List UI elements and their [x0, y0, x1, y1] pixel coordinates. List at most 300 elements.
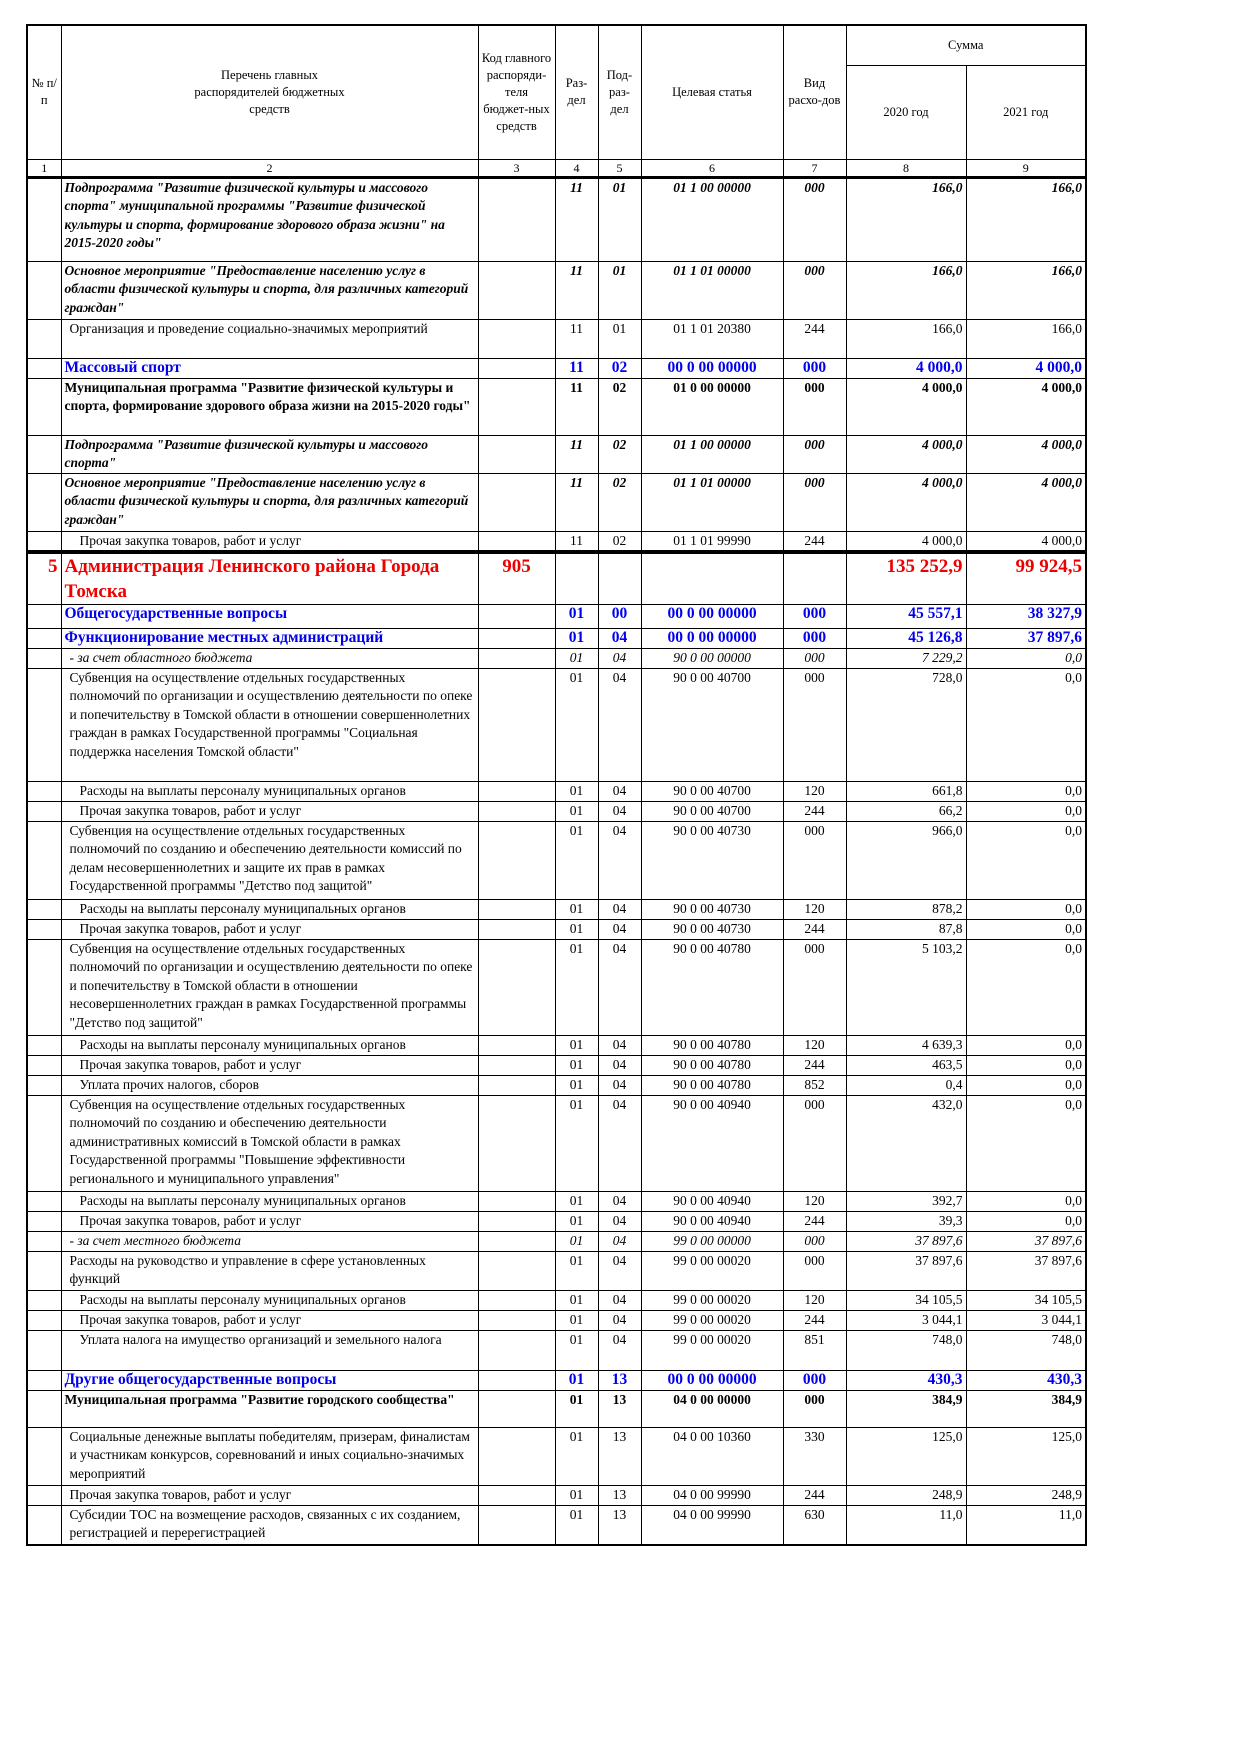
- cell-razdel: 01: [555, 1075, 598, 1095]
- cell-vid: 330: [783, 1427, 846, 1485]
- cell-name: Расходы на выплаты персоналу муниципальных органов: [61, 1191, 478, 1211]
- cell-podrazdel: 01: [598, 319, 641, 358]
- cell-y2021: 0,0: [966, 1211, 1086, 1231]
- cell-target: 90 0 00 40700: [641, 668, 783, 781]
- cell-razdel: 01: [555, 1251, 598, 1290]
- cell-y2020: 748,0: [846, 1330, 966, 1370]
- cell-razdel: 01: [555, 1390, 598, 1427]
- cell-num: [27, 781, 61, 801]
- cell-name: Прочая закупка товаров, работ и услуг: [61, 801, 478, 821]
- table-row: [27, 821, 1086, 899]
- cell-target: 04 0 00 99990: [641, 1505, 783, 1545]
- cell-vid: 000: [783, 1231, 846, 1251]
- cell-name: Организация и проведение социально-значимых мероприятий: [61, 319, 478, 358]
- cell-vid: 000: [783, 473, 846, 531]
- cell-name: Прочая закупка товаров, работ и услуг: [61, 1211, 478, 1231]
- cell-y2020: 661,8: [846, 781, 966, 801]
- cell-target: 99 0 00 00000: [641, 1231, 783, 1251]
- cell-y2021: 99 924,5: [966, 552, 1086, 605]
- cell-num: [27, 648, 61, 668]
- cell-razdel: 11: [555, 319, 598, 358]
- cell-y2020: 430,3: [846, 1370, 966, 1390]
- col-number: 9: [966, 159, 1086, 177]
- cell-y2020: 166,0: [846, 177, 966, 261]
- cell-vid: 000: [783, 358, 846, 378]
- cell-code: [478, 1370, 555, 1390]
- table-row: [27, 435, 1086, 473]
- table-row: [27, 1191, 1086, 1211]
- cell-razdel: 01: [555, 629, 598, 649]
- cell-y2020: 166,0: [846, 261, 966, 319]
- cell-num: [27, 1427, 61, 1485]
- table-row: [27, 605, 1086, 629]
- cell-razdel: 01: [555, 1310, 598, 1330]
- cell-num: [27, 939, 61, 1035]
- cell-code: [478, 261, 555, 319]
- cell-y2020: 125,0: [846, 1427, 966, 1485]
- cell-target: 00 0 00 00000: [641, 629, 783, 649]
- col-number: 3: [478, 159, 555, 177]
- cell-code: 905: [478, 552, 555, 605]
- cell-razdel: 11: [555, 378, 598, 435]
- cell-code: [478, 781, 555, 801]
- cell-vid: 244: [783, 319, 846, 358]
- header-num: № п/п: [27, 25, 61, 159]
- cell-name: Администрация Ленинского района Города Томска: [61, 552, 478, 605]
- cell-razdel: 01: [555, 939, 598, 1035]
- cell-name: Субвенция на осуществление отдельных государственных полномочий по организации и осуществлению деятельности по опеке и попечительству в Томской области в отношении совершеннолетних граждан в рамках Государственной программы "Социальная поддержка населения Томской области": [61, 668, 478, 781]
- cell-code: [478, 177, 555, 261]
- cell-code: [478, 435, 555, 473]
- cell-name: Расходы на выплаты персоналу муниципальных органов: [61, 1290, 478, 1310]
- cell-y2021: 0,0: [966, 668, 1086, 781]
- cell-y2021: 0,0: [966, 899, 1086, 919]
- cell-num: [27, 1211, 61, 1231]
- table-row: [27, 648, 1086, 668]
- cell-podrazdel: 04: [598, 1055, 641, 1075]
- table-row: [27, 1251, 1086, 1290]
- cell-podrazdel: 04: [598, 939, 641, 1035]
- table-row: [27, 261, 1086, 319]
- cell-y2021: 748,0: [966, 1330, 1086, 1370]
- cell-y2021: 384,9: [966, 1390, 1086, 1427]
- cell-y2021: 3 044,1: [966, 1310, 1086, 1330]
- cell-y2021: 4 000,0: [966, 435, 1086, 473]
- cell-vid: 000: [783, 435, 846, 473]
- cell-y2020: 4 639,3: [846, 1035, 966, 1055]
- table-row: [27, 1330, 1086, 1370]
- cell-vid: 000: [783, 629, 846, 649]
- cell-y2020: 4 000,0: [846, 473, 966, 531]
- cell-code: [478, 1191, 555, 1211]
- cell-razdel: 01: [555, 919, 598, 939]
- table-row: [27, 552, 1086, 605]
- cell-num: [27, 1075, 61, 1095]
- cell-target: 99 0 00 00020: [641, 1290, 783, 1310]
- cell-code: [478, 1095, 555, 1191]
- table-row: [27, 378, 1086, 435]
- cell-podrazdel: 02: [598, 473, 641, 531]
- cell-podrazdel: 04: [598, 781, 641, 801]
- col-number: 6: [641, 159, 783, 177]
- cell-y2020: 4 000,0: [846, 435, 966, 473]
- cell-name: Уплата прочих налогов, сборов: [61, 1075, 478, 1095]
- budget-table: [26, 24, 1087, 1546]
- cell-vid: 244: [783, 1055, 846, 1075]
- cell-num: [27, 919, 61, 939]
- cell-num: [27, 1290, 61, 1310]
- col-number: 2: [61, 159, 478, 177]
- cell-vid: 000: [783, 177, 846, 261]
- cell-razdel: 01: [555, 1035, 598, 1055]
- cell-vid: 120: [783, 899, 846, 919]
- header-target: Целевая статья: [641, 25, 783, 159]
- cell-y2020: 34 105,5: [846, 1290, 966, 1310]
- cell-target: 90 0 00 40730: [641, 899, 783, 919]
- cell-vid: 120: [783, 781, 846, 801]
- cell-code: [478, 939, 555, 1035]
- cell-name: Субсидии ТОС на возмещение расходов, связанных с их созданием, регистрацией и перерегистрацией: [61, 1505, 478, 1545]
- cell-razdel: 01: [555, 1330, 598, 1370]
- cell-podrazdel: 04: [598, 919, 641, 939]
- cell-vid: 120: [783, 1290, 846, 1310]
- cell-vid: 000: [783, 1095, 846, 1191]
- cell-y2020: 463,5: [846, 1055, 966, 1075]
- cell-razdel: 01: [555, 1211, 598, 1231]
- cell-y2020: 4 000,0: [846, 378, 966, 435]
- cell-razdel: 01: [555, 1485, 598, 1505]
- cell-num: [27, 319, 61, 358]
- cell-num: [27, 1251, 61, 1290]
- cell-code: [478, 1251, 555, 1290]
- cell-podrazdel: 04: [598, 821, 641, 899]
- cell-num: [27, 1055, 61, 1075]
- cell-code: [478, 1427, 555, 1485]
- cell-podrazdel: 04: [598, 1290, 641, 1310]
- header-podrazdel: Под-раз-дел: [598, 25, 641, 159]
- cell-code: [478, 1211, 555, 1231]
- cell-name: Муниципальная программа "Развитие физической культуры и спорта, формирование здорового образа жизни на 2015-2020 годы": [61, 378, 478, 435]
- cell-podrazdel: 04: [598, 1211, 641, 1231]
- table-row: [27, 1505, 1086, 1545]
- cell-name: Субвенция на осуществление отдельных государственных полномочий по созданию и обеспечению деятельности комиссий по делам несовершеннолетних и защите их прав в рамках Государственной программы "Детство под защитой": [61, 821, 478, 899]
- cell-target: 90 0 00 40940: [641, 1191, 783, 1211]
- cell-podrazdel: 01: [598, 261, 641, 319]
- col-number: 7: [783, 159, 846, 177]
- table-row: [27, 1035, 1086, 1055]
- cell-y2020: 5 103,2: [846, 939, 966, 1035]
- cell-y2021: 37 897,6: [966, 1251, 1086, 1290]
- cell-num: [27, 1191, 61, 1211]
- cell-vid: [783, 552, 846, 605]
- cell-code: [478, 319, 555, 358]
- cell-razdel: 01: [555, 821, 598, 899]
- cell-y2020: 384,9: [846, 1390, 966, 1427]
- cell-podrazdel: 02: [598, 435, 641, 473]
- cell-num: [27, 1390, 61, 1427]
- cell-code: [478, 1075, 555, 1095]
- cell-podrazdel: 04: [598, 1310, 641, 1330]
- cell-razdel: 11: [555, 261, 598, 319]
- table-row: [27, 1055, 1086, 1075]
- cell-code: [478, 1505, 555, 1545]
- cell-num: [27, 899, 61, 919]
- cell-code: [478, 1055, 555, 1075]
- table-row: [27, 1095, 1086, 1191]
- cell-podrazdel: 13: [598, 1370, 641, 1390]
- cell-y2020: 66,2: [846, 801, 966, 821]
- cell-num: [27, 1370, 61, 1390]
- cell-podrazdel: 04: [598, 629, 641, 649]
- header-razdel: Раз-дел: [555, 25, 598, 159]
- cell-name: Другие общегосударственные вопросы: [61, 1370, 478, 1390]
- table-row: [27, 177, 1086, 261]
- cell-y2021: 0,0: [966, 781, 1086, 801]
- cell-y2021: 37 897,6: [966, 1231, 1086, 1251]
- cell-vid: 000: [783, 939, 846, 1035]
- table-row: [27, 629, 1086, 649]
- cell-y2021: 0,0: [966, 939, 1086, 1035]
- cell-target: 90 0 00 40780: [641, 1035, 783, 1055]
- cell-y2020: 0,4: [846, 1075, 966, 1095]
- cell-razdel: 01: [555, 1427, 598, 1485]
- header-2020: 2020 год: [846, 65, 966, 159]
- cell-vid: 120: [783, 1191, 846, 1211]
- table-row: [27, 358, 1086, 378]
- cell-y2021: 0,0: [966, 801, 1086, 821]
- cell-target: 90 0 00 40780: [641, 1055, 783, 1075]
- cell-y2020: 248,9: [846, 1485, 966, 1505]
- cell-razdel: 01: [555, 668, 598, 781]
- cell-name: Социальные денежные выплаты победителям, призерам, финалистам и участникам конкурсов, соревнований и иных социально-значимых мероприятий: [61, 1427, 478, 1485]
- cell-y2021: 38 327,9: [966, 605, 1086, 629]
- cell-y2021: 34 105,5: [966, 1290, 1086, 1310]
- cell-razdel: 01: [555, 1370, 598, 1390]
- cell-name: Основное мероприятие "Предоставление населению услуг в области физической культуры и спорта, для различных категорий граждан": [61, 473, 478, 531]
- header-name: Перечень главных распорядителей бюджетных средств: [61, 25, 478, 159]
- cell-code: [478, 473, 555, 531]
- cell-razdel: 11: [555, 358, 598, 378]
- cell-y2020: 4 000,0: [846, 531, 966, 552]
- cell-podrazdel: 02: [598, 378, 641, 435]
- cell-target: 90 0 00 40780: [641, 939, 783, 1035]
- cell-name: Расходы на выплаты персоналу муниципальных органов: [61, 1035, 478, 1055]
- cell-target: 00 0 00 00000: [641, 358, 783, 378]
- cell-vid: 244: [783, 1485, 846, 1505]
- cell-vid: 244: [783, 1211, 846, 1231]
- cell-target: 90 0 00 40730: [641, 919, 783, 939]
- cell-podrazdel: 04: [598, 1075, 641, 1095]
- cell-code: [478, 605, 555, 629]
- cell-podrazdel: 04: [598, 668, 641, 781]
- cell-y2020: 3 044,1: [846, 1310, 966, 1330]
- cell-y2020: 966,0: [846, 821, 966, 899]
- cell-vid: 000: [783, 261, 846, 319]
- cell-vid: 244: [783, 919, 846, 939]
- cell-y2021: 0,0: [966, 919, 1086, 939]
- table-row: [27, 1427, 1086, 1485]
- cell-code: [478, 1290, 555, 1310]
- cell-y2021: 0,0: [966, 1191, 1086, 1211]
- cell-code: [478, 358, 555, 378]
- cell-num: [27, 531, 61, 552]
- cell-code: [478, 648, 555, 668]
- cell-num: [27, 378, 61, 435]
- cell-razdel: 01: [555, 899, 598, 919]
- cell-vid: 244: [783, 801, 846, 821]
- cell-y2021: 0,0: [966, 1055, 1086, 1075]
- cell-num: [27, 1485, 61, 1505]
- cell-name: - за счет областного бюджета: [61, 648, 478, 668]
- cell-vid: 000: [783, 1251, 846, 1290]
- cell-podrazdel: 04: [598, 648, 641, 668]
- cell-code: [478, 531, 555, 552]
- cell-name: Подпрограмма "Развитие физической культуры и массового спорта": [61, 435, 478, 473]
- cell-num: [27, 1330, 61, 1370]
- cell-target: 01 1 01 00000: [641, 473, 783, 531]
- cell-vid: 852: [783, 1075, 846, 1095]
- header-vid: Вид расхо-дов: [783, 25, 846, 159]
- cell-code: [478, 1330, 555, 1370]
- cell-podrazdel: 13: [598, 1485, 641, 1505]
- cell-y2021: 125,0: [966, 1427, 1086, 1485]
- cell-code: [478, 1231, 555, 1251]
- cell-razdel: 01: [555, 1505, 598, 1545]
- cell-name: Субвенция на осуществление отдельных государственных полномочий по организации и осуществлению деятельности по опеке и попечительству в Томской области в отношении несовершеннолетних граждан в рамках Государственной программы "Детство под защитой": [61, 939, 478, 1035]
- cell-y2020: 39,3: [846, 1211, 966, 1231]
- cell-num: [27, 1035, 61, 1055]
- cell-target: 90 0 00 40940: [641, 1211, 783, 1231]
- cell-podrazdel: 04: [598, 899, 641, 919]
- cell-vid: 000: [783, 668, 846, 781]
- cell-code: [478, 1310, 555, 1330]
- cell-vid: 000: [783, 1390, 846, 1427]
- cell-podrazdel: 04: [598, 1251, 641, 1290]
- cell-vid: 000: [783, 605, 846, 629]
- cell-razdel: 01: [555, 648, 598, 668]
- cell-name: Субвенция на осуществление отдельных государственных полномочий по созданию и обеспечению деятельности административных комиссий в Томской области в рамках Государственной программы "Повышение эффективности регионального и муниципального управления": [61, 1095, 478, 1191]
- cell-vid: 244: [783, 531, 846, 552]
- cell-y2020: 135 252,9: [846, 552, 966, 605]
- cell-y2020: 37 897,6: [846, 1251, 966, 1290]
- table-row: [27, 1390, 1086, 1427]
- cell-y2021: 0,0: [966, 821, 1086, 899]
- cell-razdel: 11: [555, 531, 598, 552]
- cell-y2021: 166,0: [966, 261, 1086, 319]
- cell-name: Прочая закупка товаров, работ и услуг: [61, 1055, 478, 1075]
- cell-num: [27, 473, 61, 531]
- cell-target: [641, 552, 783, 605]
- cell-y2021: 0,0: [966, 648, 1086, 668]
- cell-y2020: 11,0: [846, 1505, 966, 1545]
- cell-num: [27, 801, 61, 821]
- cell-name: Функционирование местных администраций: [61, 629, 478, 649]
- cell-y2021: 166,0: [966, 177, 1086, 261]
- cell-num: [27, 629, 61, 649]
- cell-y2021: 4 000,0: [966, 358, 1086, 378]
- cell-podrazdel: 01: [598, 177, 641, 261]
- cell-razdel: 11: [555, 473, 598, 531]
- cell-target: 04 0 00 10360: [641, 1427, 783, 1485]
- cell-target: 01 0 00 00000: [641, 378, 783, 435]
- cell-name: Уплата налога на имущество организаций и земельного налога: [61, 1330, 478, 1370]
- cell-razdel: 01: [555, 1191, 598, 1211]
- cell-code: [478, 629, 555, 649]
- cell-razdel: 01: [555, 1095, 598, 1191]
- cell-num: [27, 435, 61, 473]
- cell-y2020: 4 000,0: [846, 358, 966, 378]
- cell-target: 99 0 00 00020: [641, 1310, 783, 1330]
- cell-y2021: 430,3: [966, 1370, 1086, 1390]
- cell-y2020: 45 126,8: [846, 629, 966, 649]
- cell-num: [27, 1231, 61, 1251]
- cell-target: 01 1 00 00000: [641, 177, 783, 261]
- cell-target: 90 0 00 40940: [641, 1095, 783, 1191]
- table-row: [27, 1310, 1086, 1330]
- table-row: [27, 319, 1086, 358]
- cell-name: Основное мероприятие "Предоставление населению услуг в области физической культуры и спорта, для различных категорий граждан": [61, 261, 478, 319]
- cell-y2020: 432,0: [846, 1095, 966, 1191]
- cell-name: Расходы на выплаты персоналу муниципальных органов: [61, 781, 478, 801]
- cell-podrazdel: 04: [598, 1191, 641, 1211]
- cell-razdel: 01: [555, 781, 598, 801]
- cell-y2021: 166,0: [966, 319, 1086, 358]
- cell-podrazdel: 02: [598, 531, 641, 552]
- cell-name: Прочая закупка товаров, работ и услуг: [61, 531, 478, 552]
- cell-y2020: 37 897,6: [846, 1231, 966, 1251]
- cell-y2021: 37 897,6: [966, 629, 1086, 649]
- cell-code: [478, 1035, 555, 1055]
- cell-num: [27, 177, 61, 261]
- cell-name: Прочая закупка товаров, работ и услуг: [61, 919, 478, 939]
- cell-vid: 000: [783, 648, 846, 668]
- header-code: Код главного распоряди-теля бюджет-ных средств: [478, 25, 555, 159]
- cell-podrazdel: 13: [598, 1390, 641, 1427]
- cell-razdel: 01: [555, 1231, 598, 1251]
- cell-num: [27, 1095, 61, 1191]
- cell-code: [478, 821, 555, 899]
- cell-y2021: 0,0: [966, 1075, 1086, 1095]
- cell-podrazdel: 02: [598, 358, 641, 378]
- cell-podrazdel: 04: [598, 1095, 641, 1191]
- cell-num: 5: [27, 552, 61, 605]
- cell-target: 99 0 00 00020: [641, 1251, 783, 1290]
- table-row: [27, 668, 1086, 781]
- header-2021: 2021 год: [966, 65, 1086, 159]
- cell-num: [27, 261, 61, 319]
- cell-podrazdel: [598, 552, 641, 605]
- cell-y2021: 0,0: [966, 1095, 1086, 1191]
- table-row: [27, 1370, 1086, 1390]
- cell-vid: 000: [783, 378, 846, 435]
- cell-target: 90 0 00 40730: [641, 821, 783, 899]
- cell-y2020: 45 557,1: [846, 605, 966, 629]
- cell-code: [478, 1485, 555, 1505]
- cell-y2020: 878,2: [846, 899, 966, 919]
- col-number: 8: [846, 159, 966, 177]
- cell-vid: 000: [783, 821, 846, 899]
- col-number: 5: [598, 159, 641, 177]
- cell-num: [27, 358, 61, 378]
- cell-num: [27, 821, 61, 899]
- cell-y2021: 0,0: [966, 1035, 1086, 1055]
- cell-num: [27, 668, 61, 781]
- cell-vid: 120: [783, 1035, 846, 1055]
- table-row: [27, 1075, 1086, 1095]
- cell-target: 01 1 01 20380: [641, 319, 783, 358]
- cell-razdel: 11: [555, 177, 598, 261]
- cell-y2021: 11,0: [966, 1505, 1086, 1545]
